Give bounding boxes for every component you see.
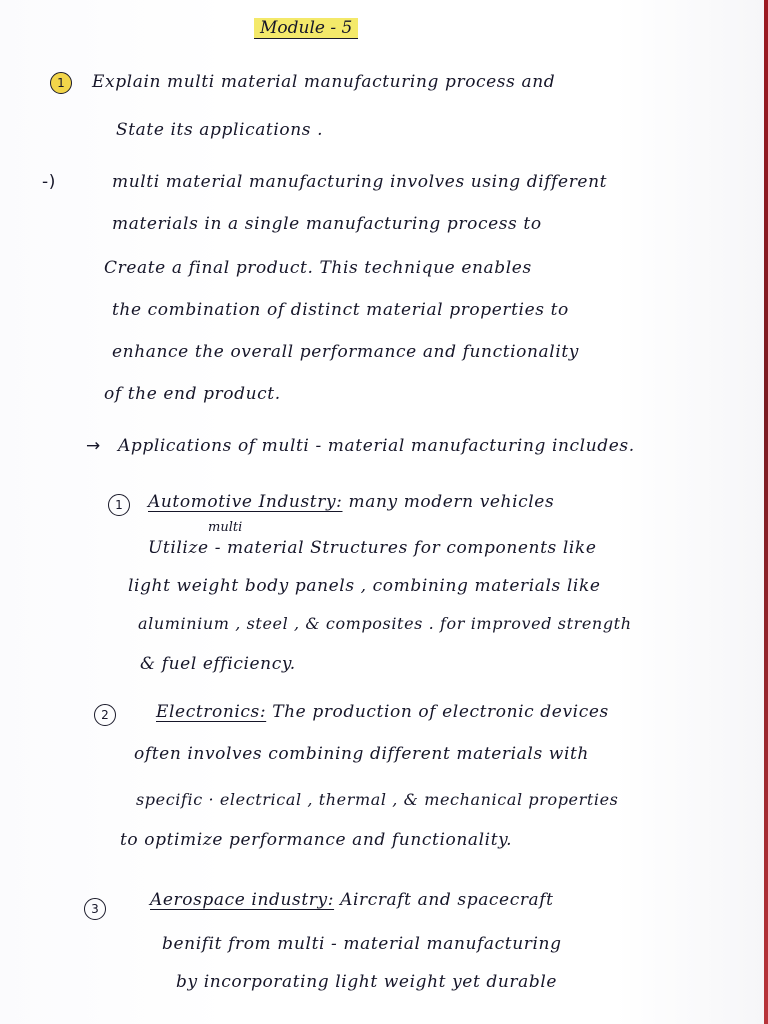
list-item-heading xyxy=(156,702,609,722)
notebook-edge xyxy=(764,0,768,1024)
answer-line: multi material manufacturing involves using different xyxy=(112,172,608,192)
item-number: 2 xyxy=(94,704,116,726)
item-line: benifit from multi - material manufacturing xyxy=(162,934,562,954)
answer-line: Create a final product. This technique enables xyxy=(104,258,532,278)
item-line: & fuel efficiency. xyxy=(140,654,296,674)
item-line: specific · electrical , thermal , & mechanical properties xyxy=(136,790,619,809)
item-number: 3 xyxy=(84,898,106,920)
item-line: light weight body panels , combining materials like xyxy=(128,576,601,596)
inserted-word: multi xyxy=(208,520,243,535)
item-title: Automotive Industry: xyxy=(148,492,343,512)
module-title: Module - 5 xyxy=(254,18,358,39)
item-title: Aerospace industry: xyxy=(150,890,335,910)
item-title-rest: many modern vehicles xyxy=(342,492,555,512)
item-line: often involves combining different materials with xyxy=(134,744,589,764)
item-line: Utilize - material Structures for components like xyxy=(148,538,597,558)
item-title-rest: Aircraft and spacecraft xyxy=(334,890,554,910)
list-item-heading xyxy=(150,890,554,910)
item-line: by incorporating light weight yet durable xyxy=(176,972,558,992)
question-number: 1 xyxy=(50,72,72,94)
arrow-icon: → xyxy=(86,436,101,456)
item-title-rest: The production of electronic devices xyxy=(266,702,609,722)
question-line: State its applications . xyxy=(116,120,324,140)
answer-line: enhance the overall performance and functionality xyxy=(112,342,580,362)
applications-heading: Applications of multi - material manufacturing includes. xyxy=(118,436,635,456)
answer-line: the combination of distinct material properties to xyxy=(112,300,569,320)
question-line: Explain multi material manufacturing process and xyxy=(92,72,556,92)
answer-line: of the end product. xyxy=(104,384,281,404)
list-item-heading xyxy=(148,492,554,512)
item-title: Electronics: xyxy=(156,702,267,722)
answer-marker: -) xyxy=(42,172,56,192)
item-number: 1 xyxy=(108,494,130,516)
item-line: aluminium , steel , & composites . for improved strength xyxy=(138,614,632,633)
answer-line: materials in a single manufacturing process to xyxy=(112,214,542,234)
item-line: to optimize performance and functionality. xyxy=(120,830,513,850)
